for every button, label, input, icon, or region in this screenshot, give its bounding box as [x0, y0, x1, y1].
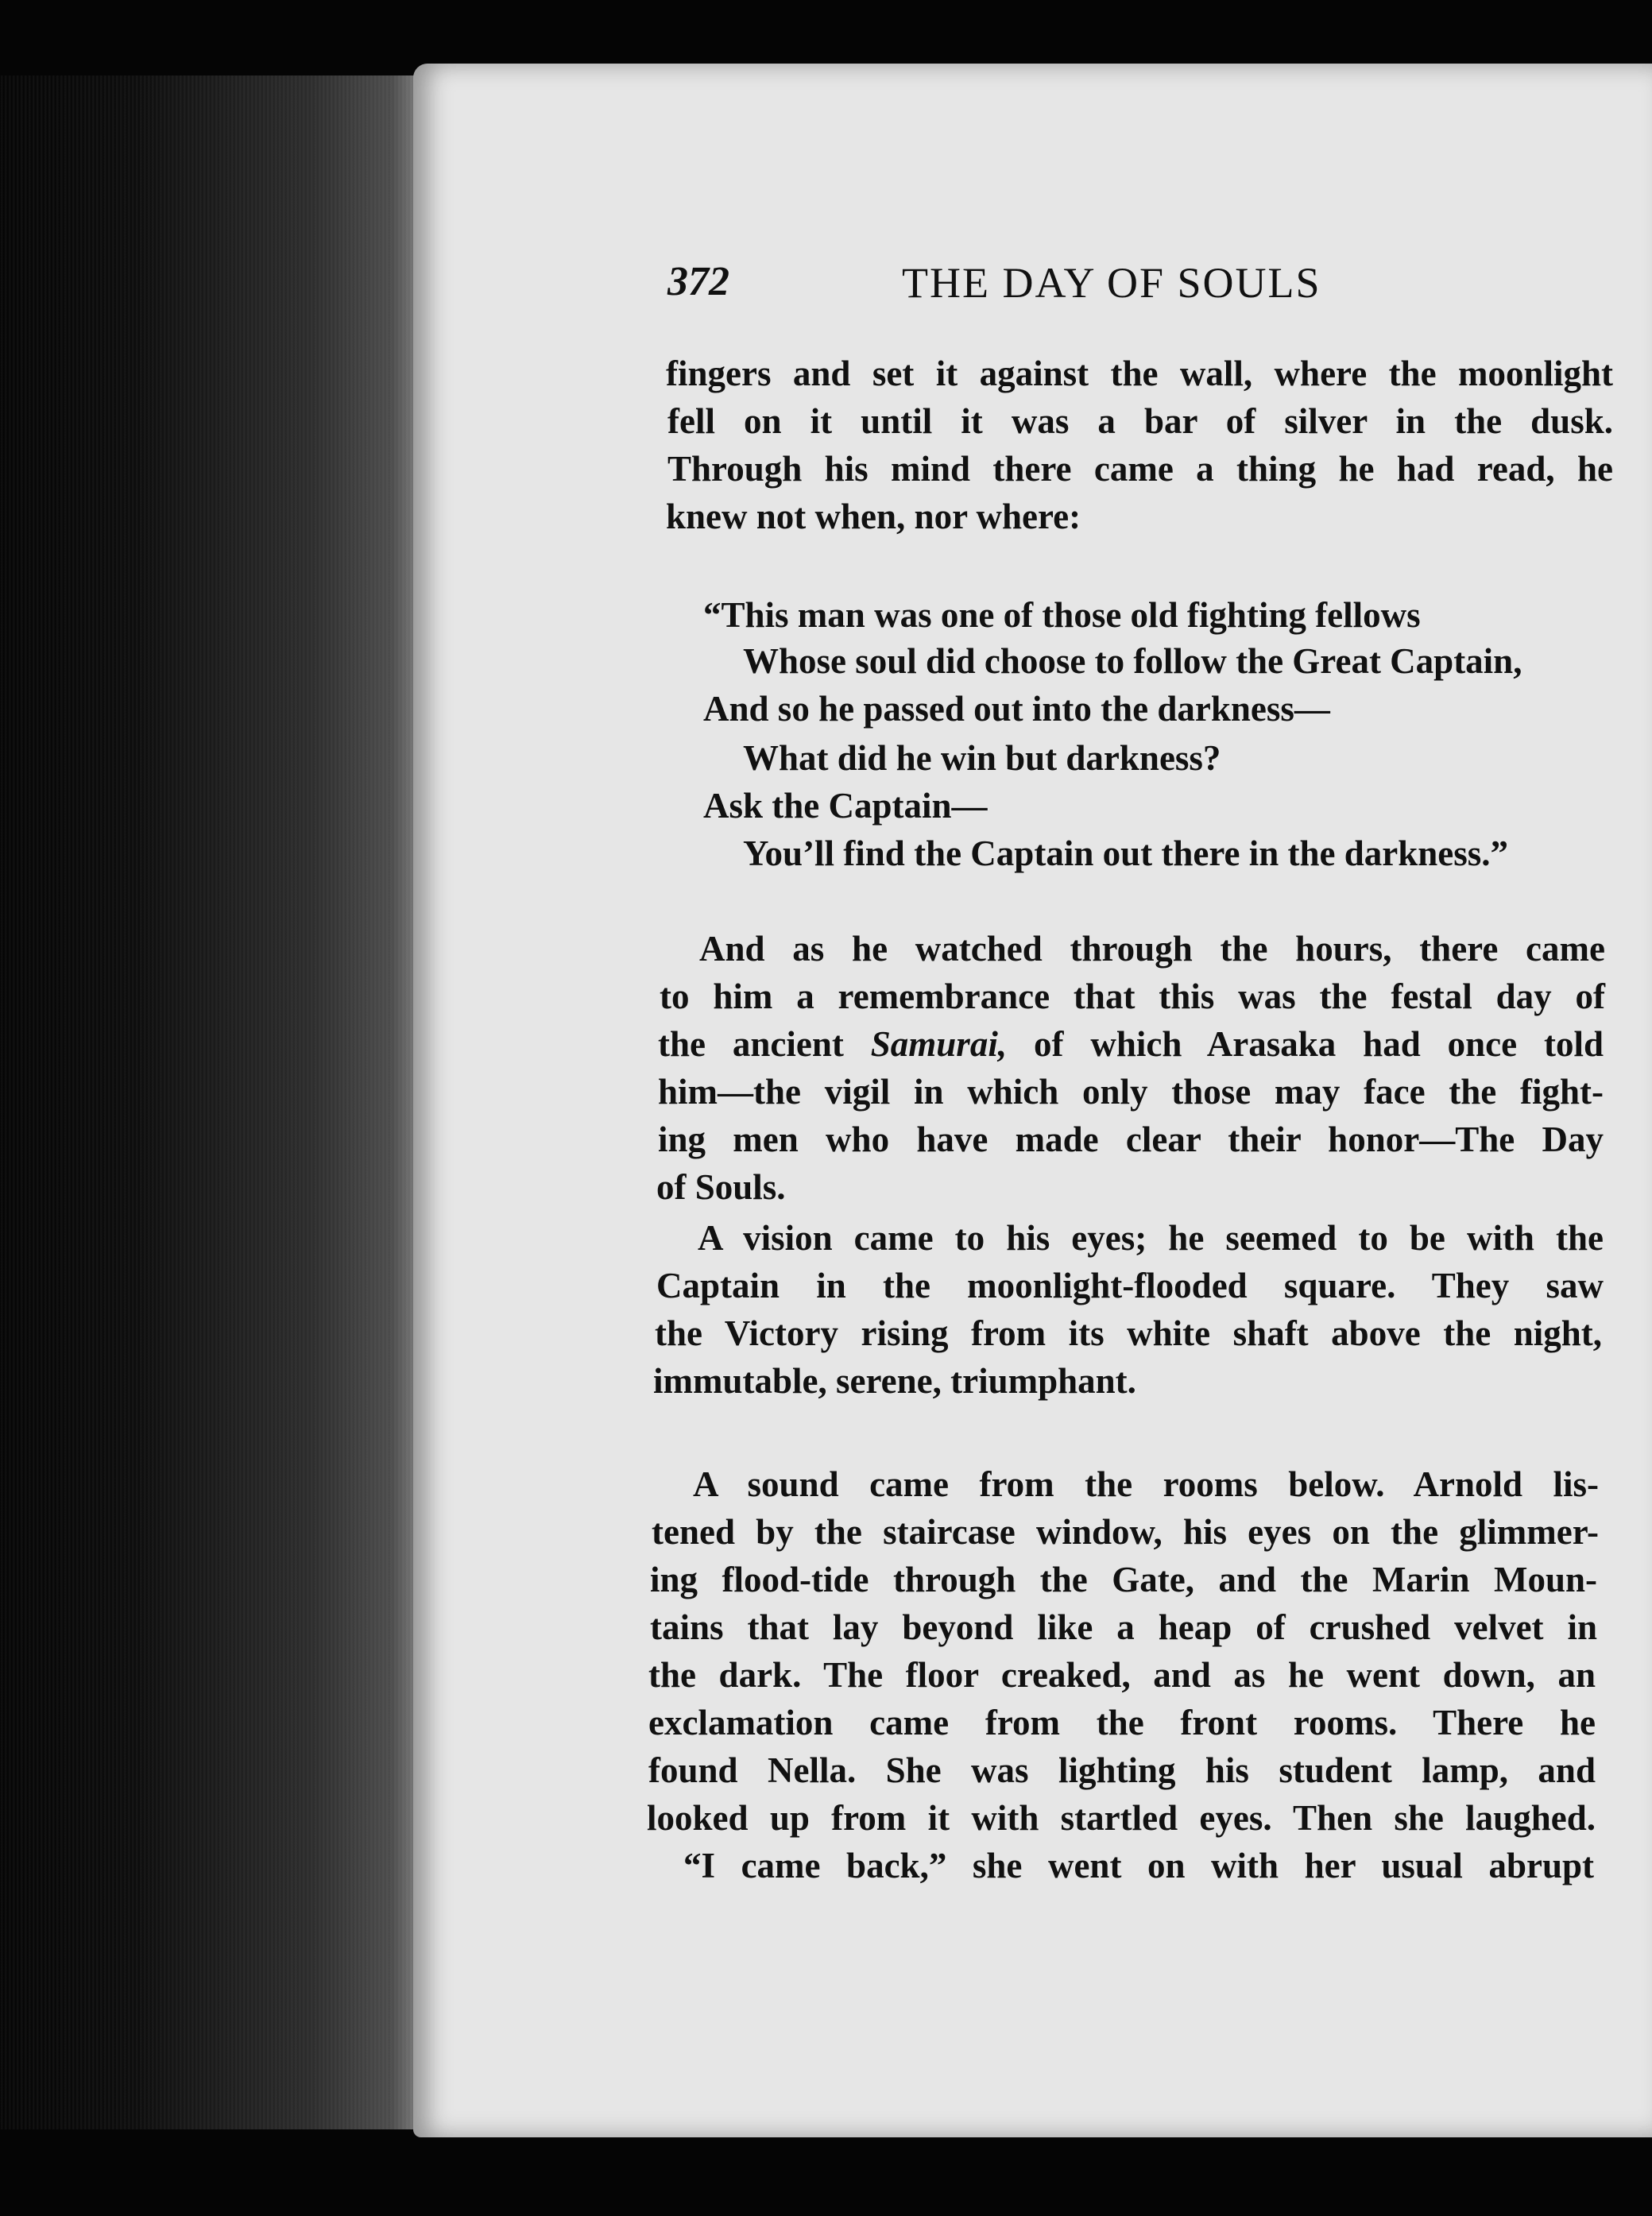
text-line: ing flood-tide through the Gate, and the Marin Moun-: [650, 1560, 1597, 1599]
text-line: exclamation came from the front rooms. There he: [648, 1703, 1596, 1742]
text-line: found Nella. She was lighting his student lamp, and: [648, 1750, 1596, 1790]
text-line: looked up from it with startled eyes. Then she laughed.: [647, 1798, 1596, 1838]
text-line: tened by the staircase window, his eyes on the glimmer-: [652, 1512, 1599, 1552]
text-line: Captain in the moonlight-flooded square. They saw: [656, 1266, 1604, 1305]
page-number: 372: [667, 259, 729, 304]
bottom-margin-dark: [0, 2129, 1652, 2216]
text-line: “I came back,” she went on with her usual abrupt: [683, 1846, 1594, 1885]
text-line: knew not when, nor where:: [666, 497, 1081, 536]
poem-line: “This man was one of those old fighting fellows: [703, 595, 1421, 635]
text-line: Through his mind there came a thing he had read, he: [667, 449, 1613, 489]
text-line: to him a remembrance that this was the festal day of: [660, 977, 1605, 1016]
text-line: And as he watched through the hours, there came: [699, 929, 1605, 969]
poem-line: What did he win but darkness?: [743, 738, 1221, 778]
text-line: the dark. The floor creaked, and as he went down, an: [648, 1655, 1596, 1695]
poem-line: And so he passed out into the darkness—: [703, 689, 1330, 729]
poem-line: Ask the Captain—: [703, 786, 988, 826]
text-line: A sound came from the rooms below. Arnold lis-: [693, 1464, 1599, 1504]
running-title: THE DAY OF SOULS: [902, 259, 1321, 307]
text-line: tains that lay beyond like a heap of crushed velvet in: [650, 1607, 1597, 1647]
text-line: A vision came to his eyes; he seemed to be with the: [698, 1218, 1604, 1258]
poem-line: Whose soul did choose to follow the Great Captain,: [743, 641, 1522, 681]
poem-line: You’ll find the Captain out there in the darkness.”: [743, 833, 1509, 873]
book-spine-edge: [0, 0, 445, 2216]
text-line: immutable, serene, triumphant.: [653, 1361, 1136, 1401]
text-line: fingers and set it against the wall, where the moonlight: [666, 354, 1613, 393]
text-line: ing men who have made clear their honor—The Day: [658, 1120, 1604, 1159]
text-line: of Souls.: [656, 1167, 786, 1207]
text-line: him—the vigil in which only those may face the fight-: [658, 1072, 1604, 1112]
text-line: fell on it until it was a bar of silver in the dusk.: [667, 401, 1613, 441]
text-line: the ancient Samurai, of which Arasaka had once told: [658, 1024, 1604, 1064]
italic-word: Samurai,: [870, 1024, 1008, 1064]
text-line: the Victory rising from its white shaft above the night,: [655, 1313, 1602, 1353]
